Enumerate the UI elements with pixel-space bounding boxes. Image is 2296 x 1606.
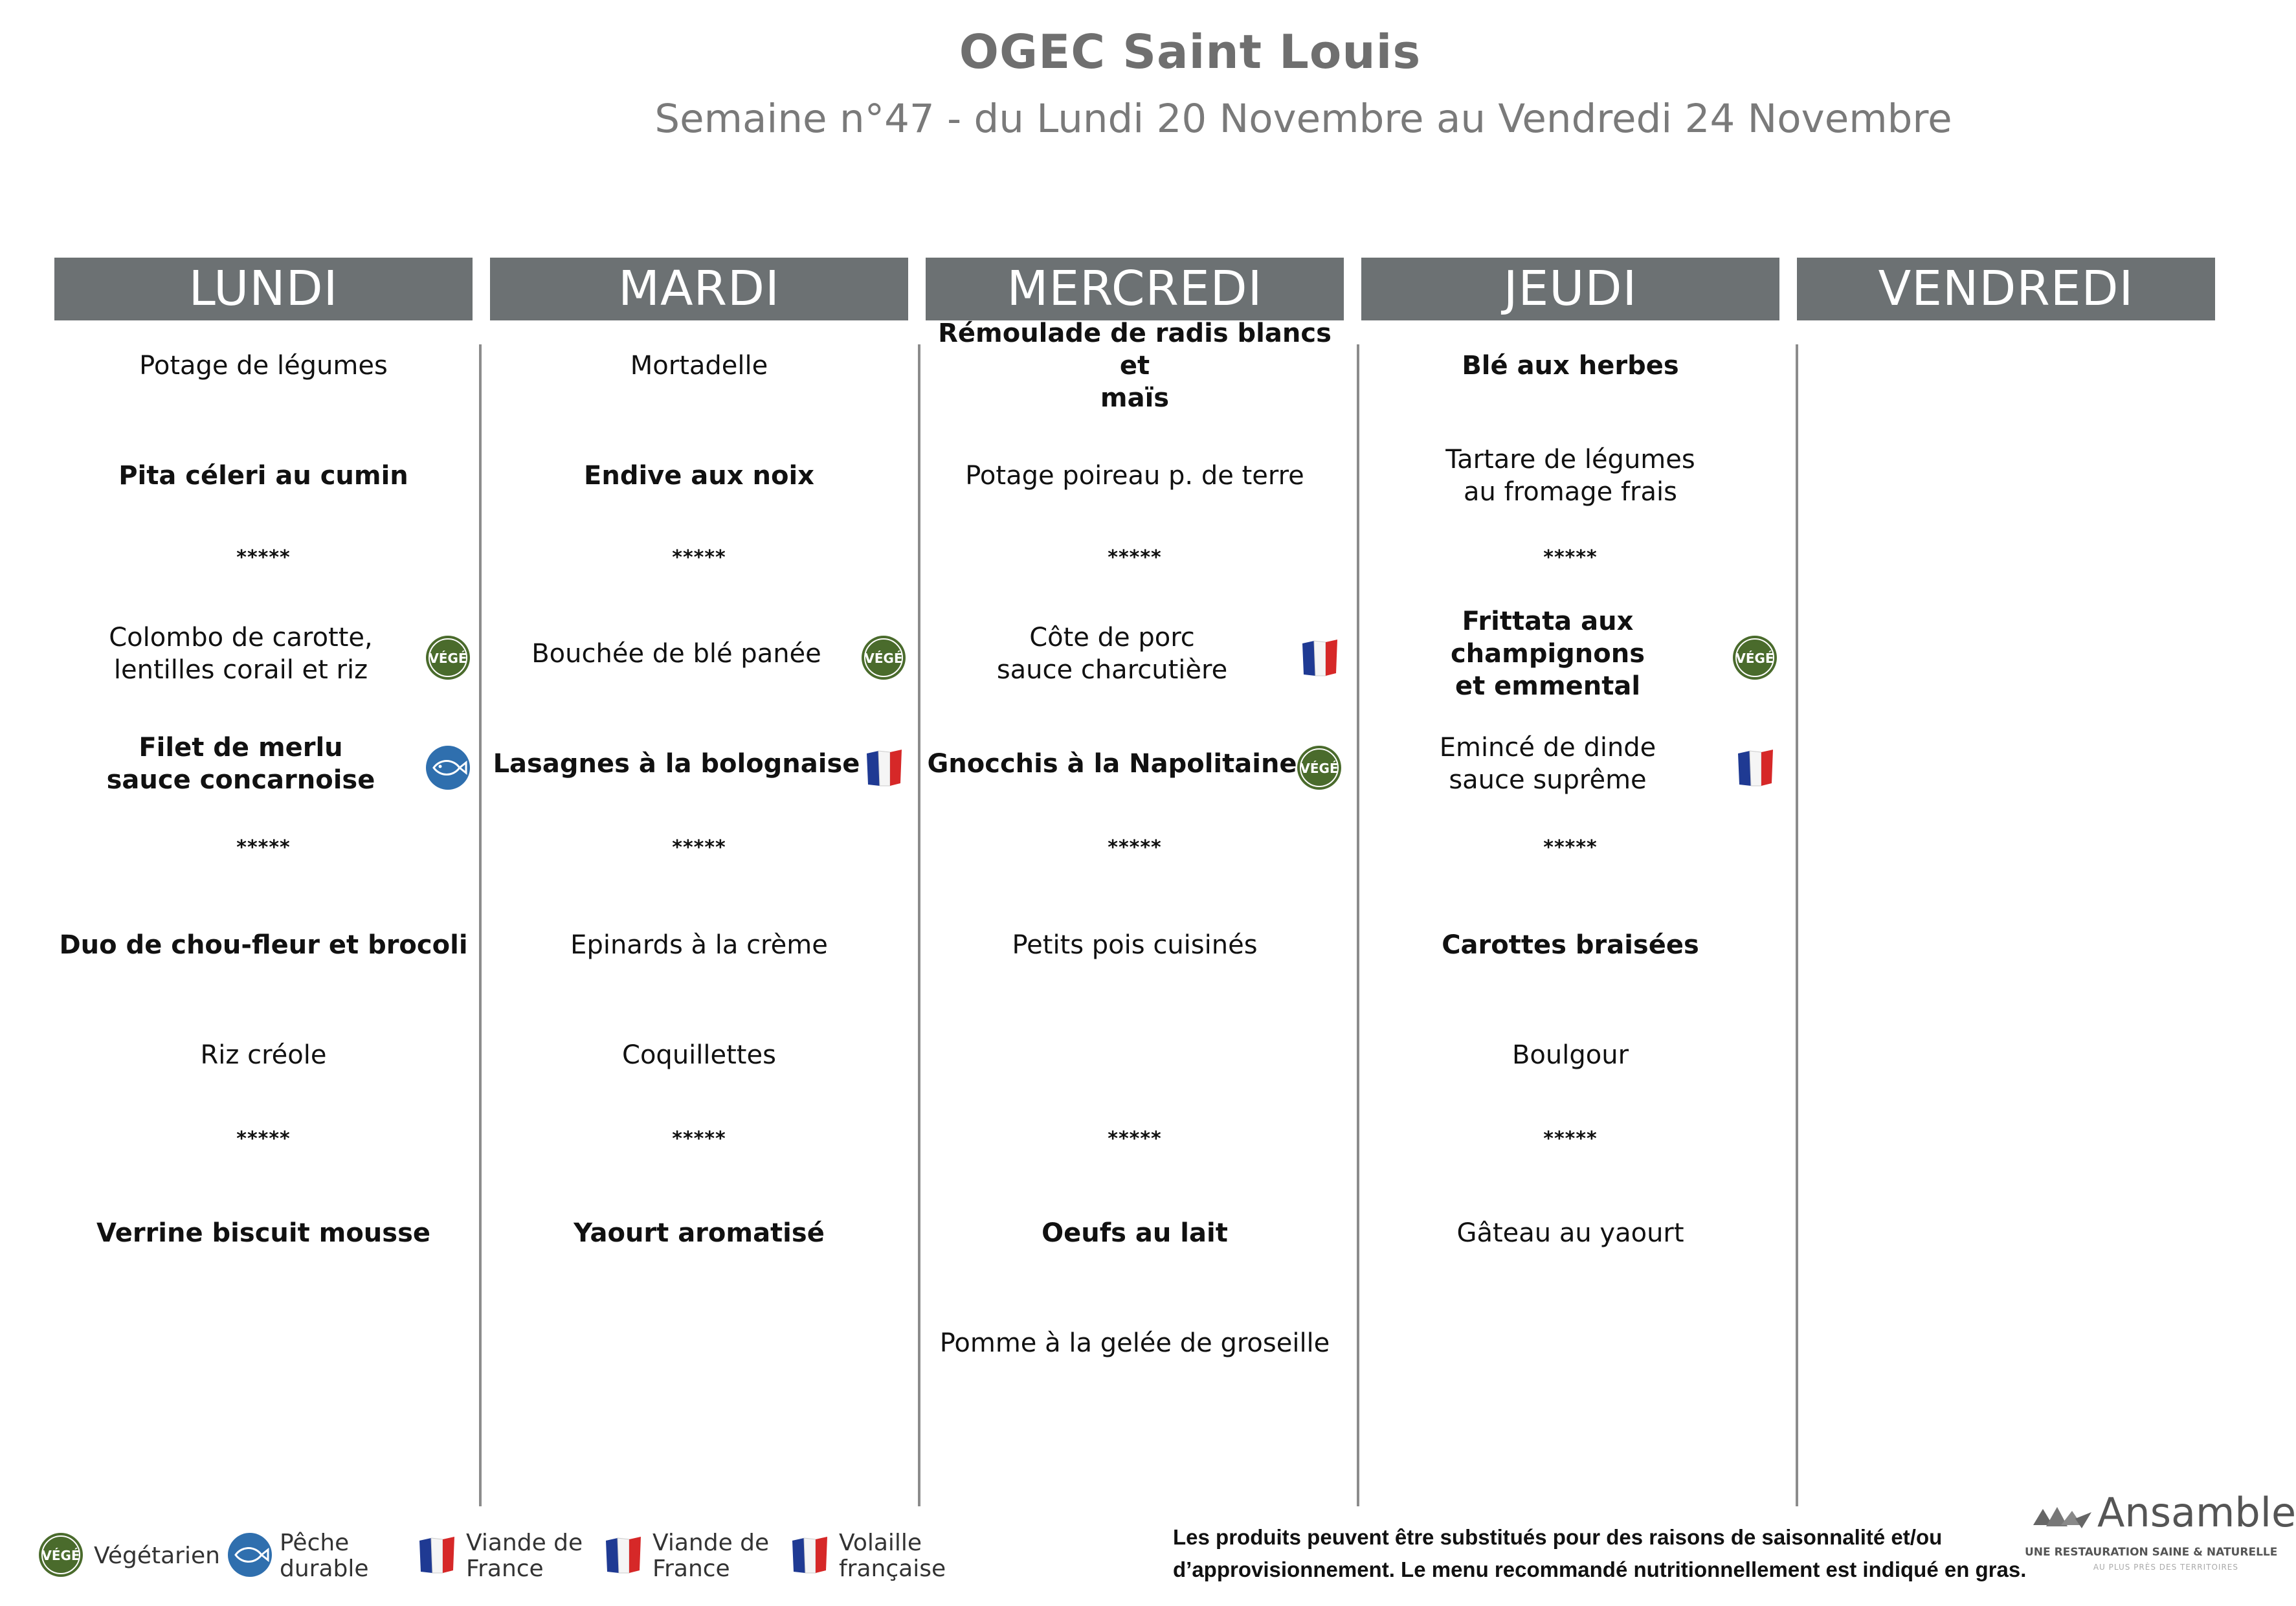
course-separator — [1361, 1094, 1779, 1185]
menu-item — [926, 1188, 1344, 1278]
course-separator — [490, 803, 908, 893]
course-separator — [1361, 513, 1779, 603]
menu-item-text: ***** — [672, 546, 726, 569]
vege-icon — [1296, 744, 1343, 791]
menu-item-text: Gâteau au yaourt — [1456, 1218, 1684, 1248]
legend — [0, 1513, 971, 1591]
course-separator — [490, 513, 908, 603]
vertical-divider — [918, 344, 920, 1506]
vege-legend-icon — [38, 1532, 84, 1578]
day-header: VENDREDI — [1797, 258, 2215, 320]
course-separator — [490, 1094, 908, 1185]
fish-icon — [425, 744, 471, 791]
course-separator — [54, 803, 473, 893]
day-header: MARDI — [490, 258, 908, 320]
day-column-mercredi — [926, 258, 1344, 1423]
menu-item-text: ***** — [672, 836, 726, 859]
menu-item-text: Endive aux noix — [584, 461, 814, 491]
menu-item-text: ***** — [236, 836, 291, 859]
menu-item — [54, 1298, 473, 1389]
french-flag-icon — [860, 744, 907, 791]
menu-item-text: Epinards à la crème — [570, 930, 828, 960]
menu-item — [926, 719, 1344, 809]
menu-item-text: Potage de légumes — [139, 351, 388, 381]
logo-tagline-2: AU PLUS PRÈS DES TERRITOIRES — [2093, 1563, 2238, 1572]
day-column-lundi — [54, 258, 473, 1423]
menu-item — [1361, 430, 1779, 521]
menu-item-text: ***** — [1543, 1128, 1598, 1150]
ansamble-mark-icon — [2030, 1499, 2095, 1538]
legend-label-viande-2: Viande de France — [652, 1530, 770, 1582]
menu-item-text: Pita céleri au cumin — [118, 461, 408, 491]
menu-item-text: Gnocchis à la Napolitaine — [927, 749, 1297, 779]
day-column-vendredi — [1797, 258, 2215, 1423]
menu-item-text: Carottes braisées — [1442, 930, 1699, 960]
logo-name: Ansamble — [2097, 1489, 2296, 1536]
menu-item — [490, 320, 908, 411]
menu-item-text: Colombo de carotte, lentilles corail et riz — [109, 623, 373, 685]
menu-item — [490, 1298, 908, 1389]
menu-item — [54, 608, 473, 699]
menu-item-text: Oeufs au lait — [1042, 1218, 1228, 1248]
day-header: LUNDI — [54, 258, 473, 320]
legend-label-peche: Pêche durable — [280, 1530, 369, 1582]
menu-item — [54, 320, 473, 411]
page-title: OGEC Saint Louis — [959, 25, 1421, 79]
vertical-divider — [479, 344, 482, 1506]
menu-item — [926, 1298, 1344, 1389]
menu-item-text: Rémoulade de radis blancs et maïs — [938, 318, 1332, 413]
course-separator — [54, 513, 473, 603]
menu-item — [490, 430, 908, 521]
french-flag-icon — [1296, 634, 1343, 681]
svg-text:VÉGÉ: VÉGÉ — [429, 651, 467, 666]
french-flag-icon — [1732, 744, 1778, 791]
menu-item-text: ***** — [1543, 836, 1598, 859]
vege-icon — [1732, 634, 1778, 681]
menu-item — [54, 430, 473, 521]
svg-text:VÉGÉ: VÉGÉ — [1300, 761, 1339, 776]
menu-item — [926, 1010, 1344, 1100]
menu-item-text: ***** — [1108, 1128, 1162, 1150]
menu-item-text: Frittata aux champignons et emmental — [1450, 607, 1645, 701]
course-separator — [926, 513, 1344, 603]
menu-item-text: Bouchée de blé panée — [531, 639, 821, 669]
menu-item-text: Lasagnes à la bolognaise — [493, 749, 860, 779]
day-column-jeudi — [1361, 258, 1779, 1423]
menu-item-text: Tartare de légumes au fromage frais — [1445, 445, 1695, 507]
course-separator — [1361, 803, 1779, 893]
menu-item — [926, 430, 1344, 521]
menu-item — [490, 608, 908, 699]
flag-legend-icon — [786, 1532, 832, 1578]
menu-item — [54, 1188, 473, 1278]
legend-label-viande-1: Viande de France — [466, 1530, 583, 1582]
menu-item-text: Petits pois cuisinés — [1012, 930, 1258, 960]
vege-icon — [860, 634, 907, 681]
menu-item-text: ***** — [236, 1128, 291, 1150]
flag-legend-icon — [599, 1532, 646, 1578]
menu-item-text: ***** — [1543, 546, 1598, 569]
day-column-mardi — [490, 258, 908, 1423]
svg-text:VÉGÉ: VÉGÉ — [1735, 651, 1774, 666]
vege-icon — [425, 634, 471, 681]
menu-item-text: ***** — [236, 546, 291, 569]
menu-item-text: Riz créole — [200, 1040, 327, 1070]
page-subtitle: Semaine n°47 - du Lundi 20 Novembre au Vendredi 24 Novembre — [654, 96, 1952, 142]
menu-item — [490, 1010, 908, 1100]
menu-item-text: ***** — [672, 1128, 726, 1150]
day-header: MERCREDI — [926, 258, 1344, 320]
menu-item — [490, 719, 908, 809]
vertical-divider — [1796, 344, 1798, 1506]
menu-item — [926, 320, 1344, 411]
svg-text:VÉGÉ: VÉGÉ — [41, 1548, 80, 1563]
menu-item-text: Pomme à la gelée de groseille — [939, 1328, 1330, 1358]
menu-item — [54, 719, 473, 809]
menu-item — [1361, 900, 1779, 990]
menu-item-text: Verrine biscuit mousse — [96, 1218, 431, 1248]
legend-label-vegetarien: Végétarien — [94, 1543, 220, 1569]
menu-item — [1361, 1010, 1779, 1100]
logo-tagline: UNE RESTAURATION SAINE & NATURELLE — [2025, 1546, 2278, 1559]
menu-item-text: Duo de chou-fleur et brocoli — [59, 930, 468, 960]
course-separator — [926, 1094, 1344, 1185]
svg-text:VÉGÉ: VÉGÉ — [864, 651, 903, 666]
menu-item-text: Potage poireau p. de terre — [965, 461, 1304, 491]
menu-item — [1361, 608, 1779, 699]
menu-item — [926, 900, 1344, 990]
menu-item-text: Emincé de dinde sauce suprême — [1439, 733, 1656, 795]
menu-item — [54, 900, 473, 990]
menu-item-text: Côte de porc sauce charcutière — [996, 623, 1228, 685]
menu-item-text: Coquillettes — [622, 1040, 776, 1070]
menu-item-text: Filet de merlu sauce concarnoise — [106, 733, 375, 795]
fish-legend-icon — [227, 1532, 273, 1578]
vertical-divider — [1357, 344, 1359, 1506]
menu-item — [1361, 1298, 1779, 1389]
notice-text: Les produits peuvent être substitués pour des raisons de saisonnalité et/ou d’approvisionnement. Le menu recommandé nutritionnellement est indiqué en gras. — [1173, 1525, 2027, 1581]
ansamble-logo — [2025, 1486, 2296, 1583]
menu-item — [1361, 719, 1779, 809]
menu-item — [926, 608, 1344, 699]
menu-item-text: ***** — [1108, 546, 1162, 569]
legend-label-volaille: Volaille française — [839, 1530, 946, 1582]
menu-item — [1361, 320, 1779, 411]
menu-item — [490, 1188, 908, 1278]
menu-item-text: Blé aux herbes — [1462, 351, 1679, 381]
menu-item-text: ***** — [1108, 836, 1162, 859]
course-separator — [54, 1094, 473, 1185]
menu-item-text: Boulgour — [1511, 1040, 1629, 1070]
course-separator — [926, 803, 1344, 893]
menu-item — [54, 1010, 473, 1100]
flag-legend-icon — [413, 1532, 460, 1578]
menu-item-text: Yaourt aromatisé — [574, 1218, 825, 1248]
menu-item-text: Mortadelle — [630, 351, 768, 381]
day-header: JEUDI — [1361, 258, 1779, 320]
menu-item — [1361, 1188, 1779, 1278]
menu-item — [490, 900, 908, 990]
